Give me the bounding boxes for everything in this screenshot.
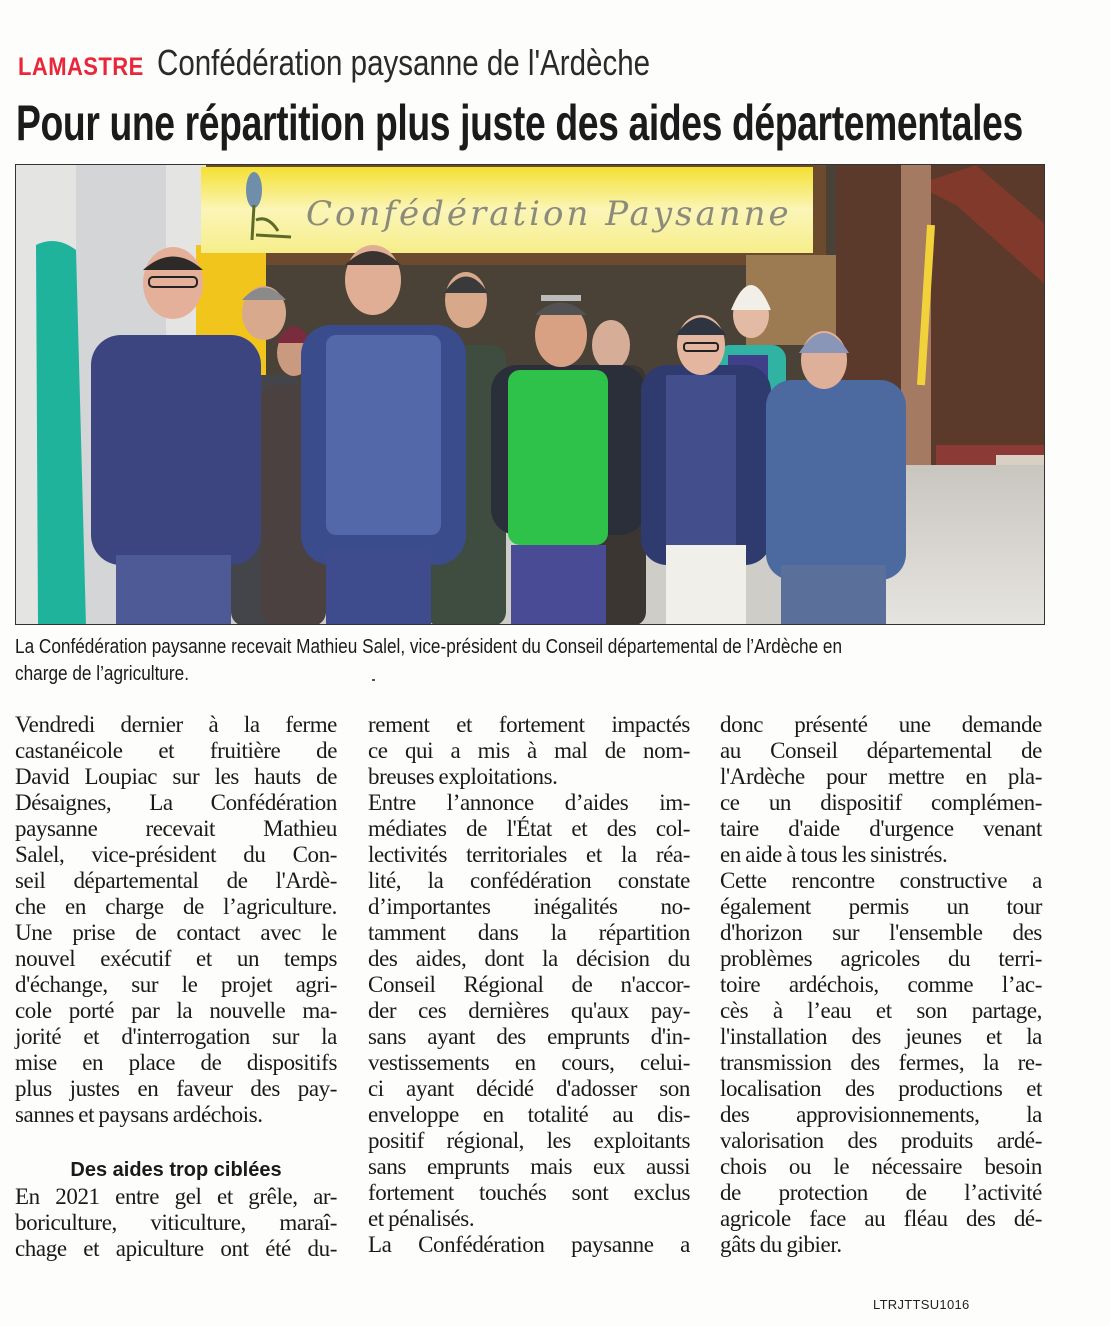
photo-caption: [15, 634, 1055, 688]
text-line: problèmes agricoles du terri-: [720, 946, 1042, 971]
text-line: gâts du gibier.: [720, 1232, 842, 1257]
text-line: au Conseil départemental de: [720, 738, 1042, 763]
text-line: chois ou le nécessaire besoin: [720, 1154, 1042, 1179]
text-line: vestissements en cours, celui-: [368, 1050, 690, 1075]
text-line: plus justes en faveur des pay-: [15, 1076, 337, 1101]
reference-code: LTRJTTSU1016: [873, 1297, 970, 1312]
article-column-1: [15, 712, 337, 1262]
text-line: Salel, vice-président du Con-: [15, 842, 337, 867]
text-line: et pénalisés.: [368, 1206, 475, 1231]
text-line: localisation des productions et: [720, 1076, 1042, 1101]
text-line: jorité et d'interrogation sur la: [15, 1024, 337, 1049]
text-line: positif régional, les exploitants: [368, 1128, 690, 1153]
print-speck: [372, 679, 375, 681]
text-line: médiates de l'État et des col-: [368, 816, 690, 841]
text-line: Cette rencontre constructive a: [720, 868, 1042, 893]
text-line: castanéicole et fruitière de: [15, 738, 337, 763]
banner-text: Confédération Paysanne: [306, 194, 792, 234]
text-line: mise en place de dispositifs: [15, 1050, 337, 1075]
text-line: cès à l’eau et son partage,: [720, 998, 1042, 1023]
text-line: ci ayant décidé d'adosser son: [368, 1076, 690, 1101]
text-line: des aides, dont la décision du: [368, 946, 690, 971]
text-line: des approvisionnements, la: [720, 1102, 1042, 1127]
text-line: sannes et paysans ardéchois.: [15, 1102, 263, 1127]
text-line: La Confédération paysanne a: [368, 1232, 690, 1257]
text-line: Une prise de contact avec le: [15, 920, 337, 945]
location-label: LAMASTRE: [18, 53, 144, 81]
text-line: sans ayant des emprunts d'in-: [368, 1024, 690, 1049]
text-line: seil départemental de l'Ardè-: [15, 868, 337, 893]
text-line: Vendredi dernier à la ferme: [15, 712, 337, 737]
text-line: transmission des fermes, la re-: [720, 1050, 1042, 1075]
caption-line: charge de l’agriculture.: [15, 663, 190, 685]
text-line: sans emprunts mais eux aussi: [368, 1154, 690, 1179]
text-line: de protection de l’activité: [720, 1180, 1042, 1205]
kicker-text: Confédération paysanne de l'Ardèche: [156, 42, 650, 83]
text-line: En 2021 entre gel et grêle, ar-: [15, 1184, 337, 1209]
text-line: Désaignes, La Confédération: [15, 790, 337, 815]
headline: Pour une répartition plus juste des aides départementales: [16, 95, 1023, 151]
text-line: David Loupiac sur les hauts de: [15, 764, 337, 789]
text-line: également permis un tour: [720, 894, 1042, 919]
text-line: taire d'aide d'urgence venant: [720, 816, 1042, 841]
text-line: en aide à tous les sinistrés.: [720, 842, 948, 867]
text-line: der ces dernières qu'aux pay-: [368, 998, 690, 1023]
subheading: Des aides trop ciblées: [70, 1159, 282, 1181]
text-line: che en charge de l’agriculture.: [15, 894, 337, 919]
text-line: cole porté par la nouvelle ma-: [15, 998, 337, 1023]
text-line: tamment dans la répartition: [368, 920, 690, 945]
text-line: agricole face au fléau des dé-: [720, 1206, 1042, 1231]
text-line: rement et fortement impactés: [368, 712, 690, 737]
caption-line: La Confédération paysanne recevait Mathieu Salel, vice-président du Conseil départemental de l’Ardèche en: [15, 636, 843, 658]
text-line: lité, la confédération constate: [368, 868, 690, 893]
text-line: paysanne recevait Mathieu: [15, 816, 337, 841]
text-line: donc présenté une demande: [720, 712, 1042, 737]
text-line: toire ardéchois, comme l’ac-: [720, 972, 1042, 997]
text-line: d'échange, sur le projet agri-: [15, 972, 337, 997]
text-line: Conseil Régional de n'accor-: [368, 972, 690, 997]
text-line: ce un dispositif complémen-: [720, 790, 1042, 815]
text-line: d’importantes inégalités no-: [368, 894, 690, 919]
text-line: boriculture, viticulture, maraî-: [15, 1210, 337, 1235]
article-column-2: [368, 712, 690, 1258]
text-line: breuses exploitations.: [368, 764, 558, 789]
text-line: lectivités territoriales et la réa-: [368, 842, 690, 867]
text-line: enveloppe en totalité au dis-: [368, 1102, 690, 1127]
spacer: [15, 1128, 337, 1154]
text-line: nouvel exécutif et un temps: [15, 946, 337, 971]
article-photo: [15, 164, 1045, 625]
text-line: l'installation des jeunes et la: [720, 1024, 1042, 1049]
text-line: chage et apiculture ont été du-: [15, 1236, 337, 1261]
text-line: Entre l’annonce d’aides im-: [368, 790, 690, 815]
text-line: l'Ardèche pour mettre en pla-: [720, 764, 1042, 789]
article-column-3: [720, 712, 1042, 1258]
kicker: [18, 42, 758, 86]
text-line: ce qui a mis à mal de nom-: [368, 738, 690, 763]
text-line: valorisation des produits ardé-: [720, 1128, 1042, 1153]
text-line: fortement touchés sont exclus: [368, 1180, 690, 1205]
text-line: d'horizon sur l'ensemble des: [720, 920, 1042, 945]
